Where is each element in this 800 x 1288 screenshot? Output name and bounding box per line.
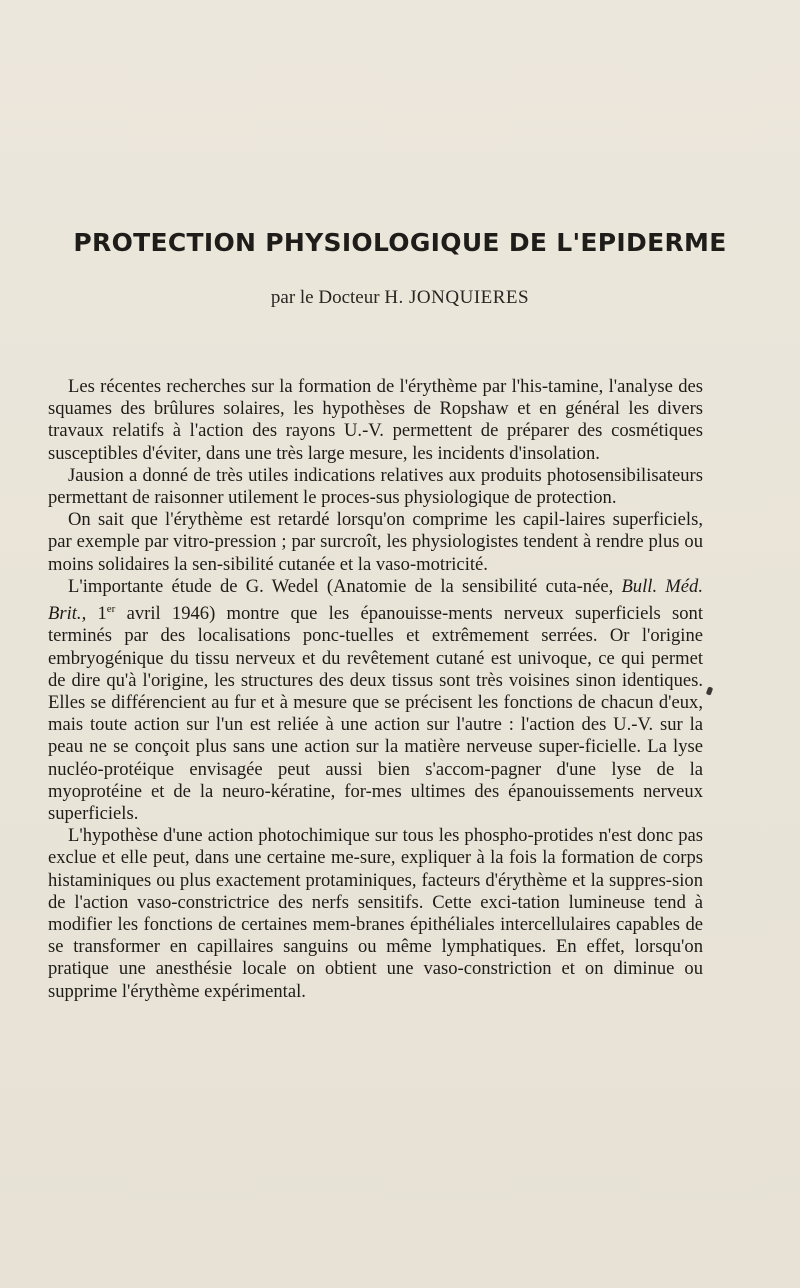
author-line	[0, 287, 800, 309]
paragraph: On sait que l'érythème est retardé lorsqu'on comprime les capil-laires superficiels, par exemple par vitro-pression ; par surcroît, les physiologistes tendent à rendre plus ou moins solidaires la sen-sibilité cutanée et la vaso-motricité.	[48, 509, 703, 575]
paragraph: L'hypothèse d'une action photochimique sur tous les phospho-protides n'est donc pas exclue et elle peut, dans une certaine me-sure, expliquer à la fois la formation de corps histaminiques ou plus exactement protaminiques, facteurs d'érythème et la suppres-sion de l'action vaso-constrictrice des nerfs sensitifs. Cette exci-tation lumineuse tend à modifier les fonctions de certaines mem-branes épithéliales intercellulaires capables de se transformer en capillaires sanguins ou même lymphatiques. En effet, lorsqu'on pratique une anesthésie locale on obtient une vaso-constriction et on diminue ou supprime l'érythème expérimental.	[48, 825, 703, 1002]
author-name: H. JONQUIERES	[384, 287, 530, 308]
paragraph-text: avril 1946) montre que les épanouisse-ments nerveux superficiels sont terminés par des localisations ponc-tuelles et extrêmement serrées. Or l'origine embryogénique du tissu nerveux et du revêtement cutané est univoque, ce qui permet de dire qu'à l'origine, les structures des deux tissus sont très voisines sinon identiques. Elles se différencient au fur et à mesure que se précisent les fonctions de chacun d'eux, mais toute action sur l'un est reliée à une action sur l'autre : l'action des U.-V. sur la peau ne se conçoit plus sans une action sur la matière nerveuse super-ficielle. La lyse nucléo-protéique envisagée peut aussi bien s'accom-pagner d'une lyse de la myoprotéine et de la neuro-kératine, for-mes ultimes des épanouissements nerveux superficiels.	[48, 603, 704, 825]
date-superscript: er	[106, 603, 116, 616]
article-body	[48, 376, 703, 1003]
paragraph-text: L'importante étude de G. Wedel (Anatomie de la sensibilité cuta-née,	[68, 575, 622, 597]
paragraph	[48, 576, 703, 825]
ink-speck	[706, 686, 713, 695]
article-title: PROTECTION PHYSIOLOGIQUE DE L'EPIDERME	[73, 228, 727, 257]
author-prefix: par le Docteur	[270, 287, 380, 308]
paragraph: Jausion a donné de très utiles indications relatives aux produits photosensibilisateurs permettant de raisonner utilement le proces-sus physiologique de protection.	[48, 464, 703, 509]
date-number: 1	[97, 603, 107, 625]
paragraph: Les récentes recherches sur la formation de l'érythème par l'his-tamine, l'analyse des squames des brûlures solaires, les hypothèses de Ropshaw et en général les divers travaux relatifs à l'action des rayons U.-V. permettent de préparer des cosmétiques susceptibles d'éviter, dans une très large mesure, les incidents d'insolation.	[48, 376, 703, 464]
citation: Bull. Méd. Brit.,	[48, 575, 703, 625]
